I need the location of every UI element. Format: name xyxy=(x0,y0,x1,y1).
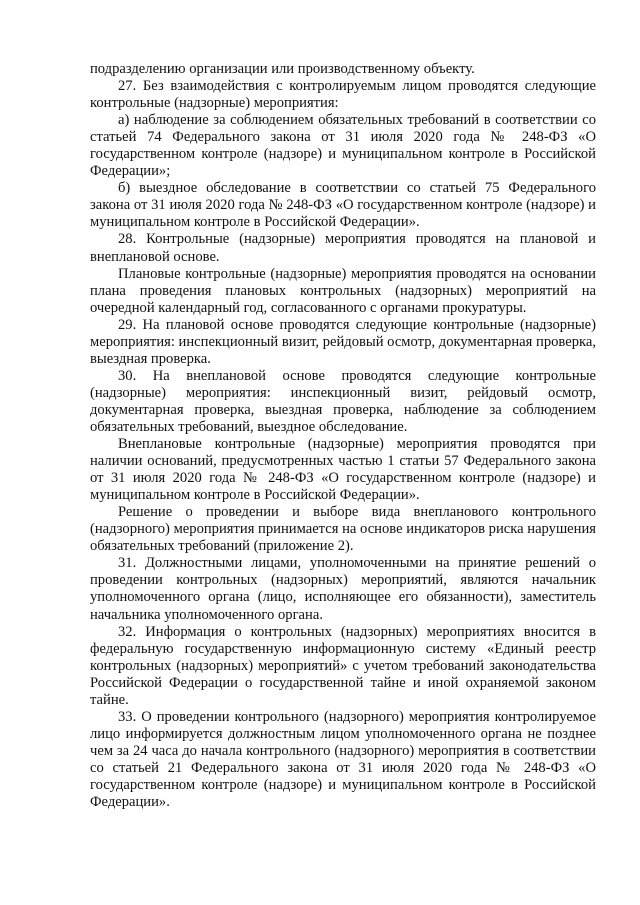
paragraph-continuation: подразделению организации или производственному объекту. xyxy=(90,61,475,77)
paragraph-29: 29. На плановой основе проводятся следующие контрольные (надзорные) мероприятия: инспекционный визит, рейдовый осмотр, документарная проверка, выездная проверка. xyxy=(90,316,596,367)
paragraph-32: 32. Информация о контрольных (надзорных) мероприятиях вносится в федеральную государственную информационную систему «Единый реестр контрольных (надзорных) мероприятий» с учетом требований законодательства Российской Федерации о государственной тайне и иной охраняемой законом тайне. xyxy=(90,623,596,708)
document-body xyxy=(90,61,596,811)
paragraph-27-a: а) наблюдение за соблюдением обязательных требований в соответствии со статьей 74 Федерального закона от 31 июля 2020 года № 248-ФЗ «О государственном контроле (надзоре) и муниципальном контроле в Российской Федерации»; xyxy=(90,112,596,180)
paragraph-27-b: б) выездное обследование в соответствии со статьей 75 Федерального закона от 31 июля 2020 года № 248-ФЗ «О государственном контроле (надзоре) и муниципальном контроле в Российской Федерации». xyxy=(90,180,596,231)
paragraph-27: 27. Без взаимодействия с контролируемым лицом проводятся следующие контрольные (надзорные) мероприятия: xyxy=(90,78,596,112)
paragraph-31: 31. Должностными лицами, уполномоченными на принятие решений о проведении контрольных (надзорных) мероприятий, являются начальник уполномоченного органа (лицо, исполняющее его обязанности), заместитель начальника уполномоченного органа. xyxy=(90,555,596,623)
paragraph-30-unplanned: Внеплановые контрольные (надзорные) мероприятия проводятся при наличии оснований, предусмотренных частью 1 статьи 57 Федерального закона от 31 июля 2020 года № 248-ФЗ «О государственном контроле (надзоре) и муниципальном контроле в Российской Федерации». xyxy=(90,436,596,504)
paragraph-28-planned: Плановые контрольные (надзорные) мероприятия проводятся на основании плана проведения плановых контрольных (надзорных) мероприятий на очередной календарный год, согласованного с органами прокуратуры. xyxy=(90,265,596,316)
paragraph-30-decision: Решение о проведении и выборе вида внепланового контрольного (надзорного) мероприятия принимается на основе индикаторов риска нарушения обязательных требований (приложение 2). xyxy=(90,504,596,555)
paragraph-28: 28. Контрольные (надзорные) мероприятия проводятся на плановой и внеплановой основе. xyxy=(90,231,596,265)
paragraph-30: 30. На внеплановой основе проводятся следующие контрольные (надзорные) мероприятия: инспекционный визит, рейдовый осмотр, документарная проверка, выездная проверка, наблюдение за соблюдением обязательных требований, выездное обследование. xyxy=(90,367,596,435)
paragraph-33: 33. О проведении контрольного (надзорного) мероприятия контролируемое лицо информируется должностным лицом уполномоченного органа не позднее чем за 24 часа до начала контрольного (надзорного) мероприятия в соответствии со статьей 21 Федерального закона от 31 июля 2020 года № 248-ФЗ «О государственном контроле (надзоре) и муниципальном контроле в Российской Федерации». xyxy=(90,708,596,811)
